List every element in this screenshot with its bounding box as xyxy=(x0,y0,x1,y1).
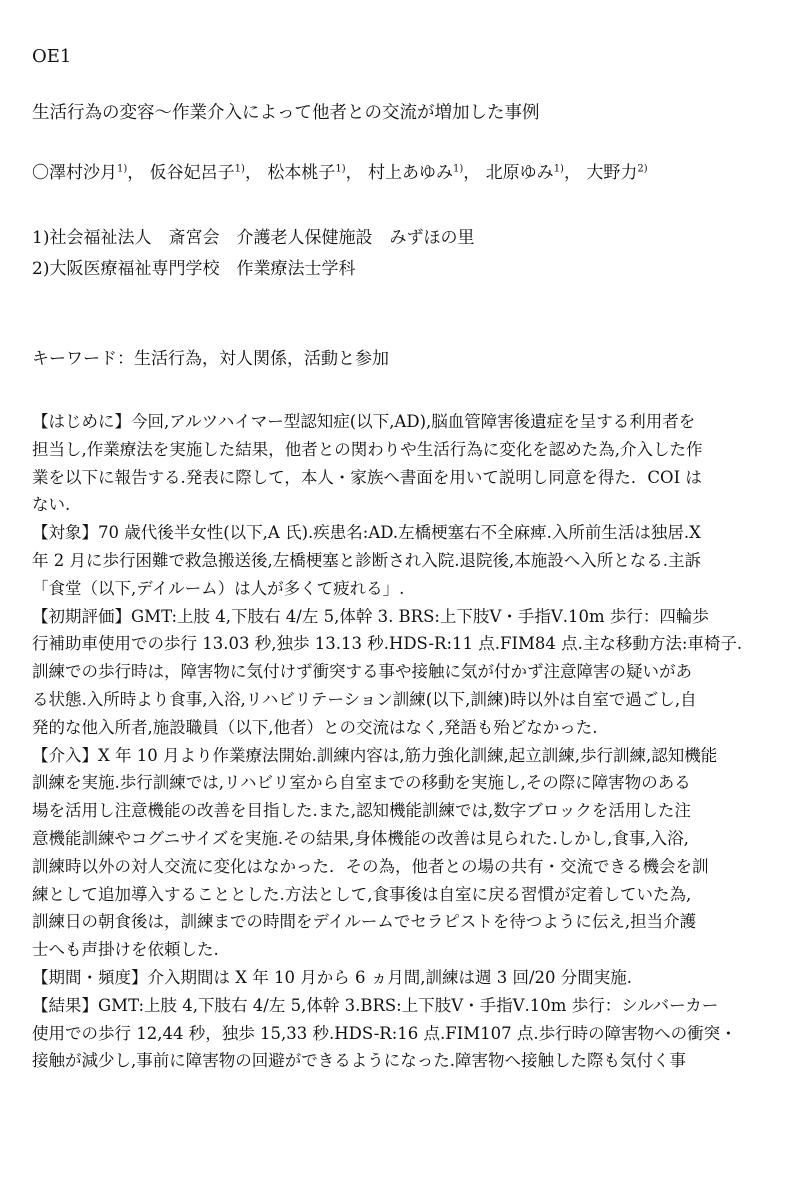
body-text-line: 使用での歩行 12,44 秒，独歩 15,33 秒.HDS-R:16 点.FIM107 点.歩行時の障害物への衝突・ xyxy=(32,1023,737,1043)
abstract-title: 生活行為の変容～作業介入によって他者との交流が増加した事例 xyxy=(32,103,540,123)
affiliation-1: 1)社会福祉法人 斎宮会 介護老人保健施設 みずほの里 xyxy=(32,228,475,248)
author-name: 松本桃子 xyxy=(267,163,336,183)
body-text-line: 行補助車使用での歩行 13.03 秒,独歩 13.13 秒.HDS-R:11 点.FIM84 点.主な移動方法:車椅子. xyxy=(32,634,743,654)
author-affiliation-mark: 1) xyxy=(453,163,464,175)
body-text-line: 【はじめに】今回,アルツハイマー型認知症(以下,AD),脳血管障害後遺症を呈する利用者を xyxy=(32,412,696,431)
body-text-line: 意機能訓練やコグニサイズを実施.その結果,身体機能の改善は見られた.しかし,食事,入浴, xyxy=(32,829,689,848)
author-affiliation-mark: 1) xyxy=(117,163,128,175)
body-text-line: 【結果】GMT:上肢 4,下肢右 4/左 5,体幹 3.BRS:上下肢Ⅴ・手指Ⅴ.10m 歩行：シルバーカー xyxy=(32,995,719,1015)
body-text-line: 練として追加導入することとした.方法として,食事後は自室に戻る習慣が定着していた為, xyxy=(32,884,692,904)
body-text-line: 【介入】X 年 10 月より作業療法開始.訓練内容は,筋力強化訓練,起立訓練,歩行訓練,認知機能 xyxy=(32,745,718,765)
author-name: 大野力 xyxy=(586,163,638,183)
author-name: 仮谷妃呂子 xyxy=(149,163,235,183)
body-text-line: 【対象】70 歳代後半女性(以下,A 氏).疾患名:AD.左橋梗塞右不全麻痺.入所前生活は独居.X xyxy=(32,523,701,543)
body-text-line: 士へも声掛けを依頼した. xyxy=(32,940,219,960)
body-text-line: 発的な他入所者,施設職員（以下,他者）との交流はなく,発語も殆どなかった. xyxy=(32,717,598,737)
body-text-line: ない. xyxy=(32,495,71,515)
body-text-line: 業を以下に報告する.発表に際して，本人・家族へ書面を用いて説明し同意を得た．COI は xyxy=(32,467,702,487)
author-affiliation-mark: 1) xyxy=(553,163,564,175)
author-name: 村上あゆみ xyxy=(368,163,454,183)
body-text-line: 担当し,作業療法を実施した結果，他者との関わりや生活行為に変化を認めた為,介入した作 xyxy=(32,439,703,459)
body-text-line: 【初期評価】GMT:上肢 4,下肢右 4/左 5,体幹 3. BRS:上下肢Ⅴ・手指Ⅴ.10m 歩行：四輪歩 xyxy=(32,606,709,626)
author-affiliation-mark: 1) xyxy=(335,163,346,175)
body-text-line: る状態.入所時より食事,入浴,リハビリテーション訓練(以下,訓練)時以外は自室で過ごし,自 xyxy=(32,690,697,709)
body-text-line: 訓練日の朝食後は，訓練までの時間をデイルームでセラピストを待つように伝え,担当介護 xyxy=(32,912,697,932)
author-list: 〇澤村沙月$^{1)}$， 仮谷妃呂子$^{1)}$， 松本桃子$^{1)}$， 村上あゆみ$^{1)}$， 北原ゆみ$^{1)}$， 大野力$^{2)}$ xyxy=(32,163,648,183)
abstract-id: OE1 xyxy=(32,46,72,67)
presenter-mark: 〇 xyxy=(32,163,49,183)
body-text-line: 訓練での歩行時は，障害物に気付けず衝突する事や接触に気が付かず注意障害の疑いがあ xyxy=(32,662,692,682)
body-text-line: 「食堂（以下,デイルーム）は人が多くて疲れる」. xyxy=(32,578,405,598)
body-text-line: 接触が減少し,事前に障害物の回避ができるようになった.障害物へ接触した際も気付く事 xyxy=(32,1051,686,1071)
body-text-line: 訓練を実施.歩行訓練では,リハビリ室から自室までの移動を実施し,その際に障害物のある xyxy=(32,773,691,793)
body-text-line: 年 2 月に歩行困難で救急搬送後,左橋梗塞と診断され入院.退院後,本施設へ入所となる.主訴 xyxy=(32,551,701,570)
author-affiliation-mark: 1) xyxy=(234,163,245,175)
affiliation-2: 2)大阪医療福祉専門学校 作業療法士学科 xyxy=(32,259,356,279)
author-name: 北原ゆみ xyxy=(485,163,554,183)
author-name: 澤村沙月 xyxy=(49,163,117,183)
keywords: キーワード：生活行為，対人関係，活動と参加 xyxy=(32,349,389,369)
body-text-line: 【期間・頻度】介入期間は X 年 10 月から 6 ヵ月間,訓練は週 3 回/20 分間実施. xyxy=(32,968,632,987)
author-affiliation-mark: 2) xyxy=(637,163,648,175)
body-text-line: 場を活用し注意機能の改善を目指した.また,認知機能訓練では,数字ブロックを活用した注 xyxy=(32,801,691,821)
body-text-line: 訓練時以外の対人交流に変化はなかった．その為，他者との場の共有・交流できる機会を訓 xyxy=(32,856,709,876)
